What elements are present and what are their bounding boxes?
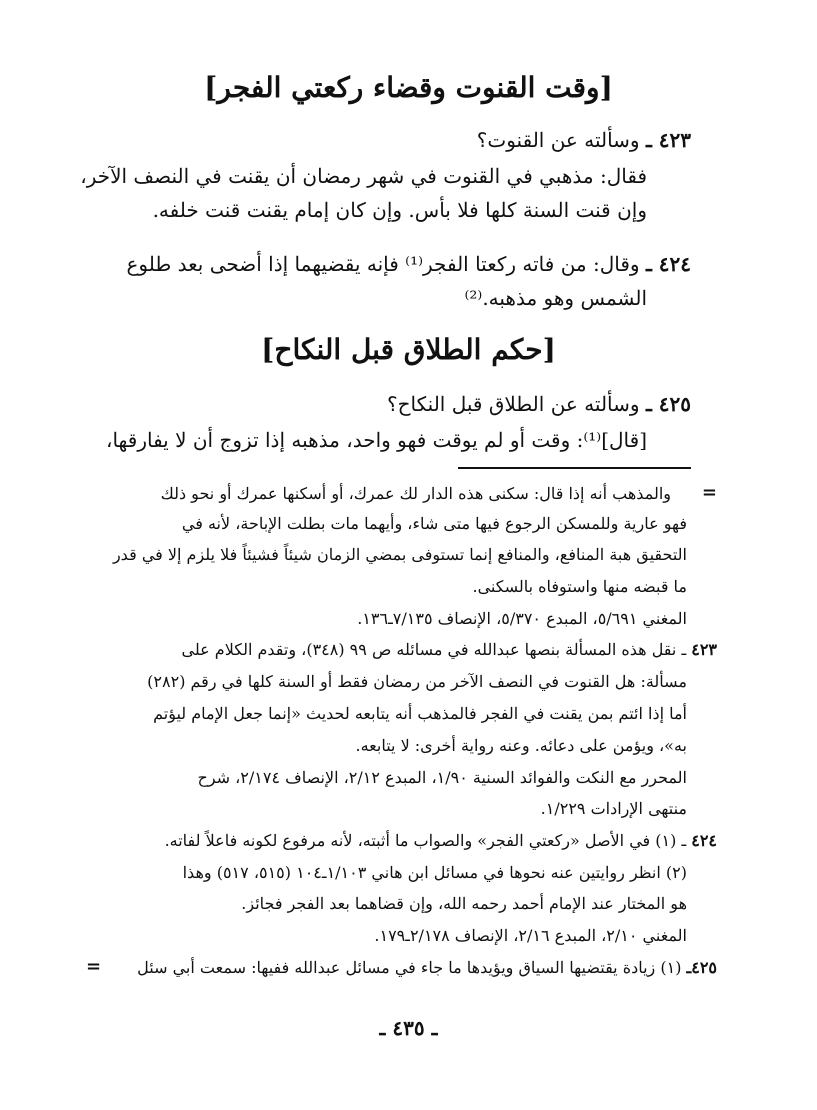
question-text: وسألته عن القنوت؟: [476, 128, 640, 152]
footnote-cont-sources: المغني ٥/٦٩١، المبدع ٥/٣٧٠، الإنصاف ٧/١٣٥ـ١٣٦.: [357, 609, 687, 628]
footnote-425-line: [104, 956, 717, 980]
footnote-423-sources-2: منتهى الإرادات ١/٢٢٩.: [540, 799, 687, 818]
footnote-423-line-1: [130, 638, 717, 662]
item-425-answer: [قال]⁽¹⁾: وقت أو لم يوقت فهو واحد، مذهبه إذا تزوج أن لا يفارقها،: [105, 428, 647, 452]
question-text: وسألته عن الطلاق قبل النكاح؟: [387, 392, 640, 416]
footnote-cont-line-2: فهو عارية وللمسكن الرجوع فيها متى شاء، وأيهما مات بطلت الإباحة، لأنه في: [181, 514, 687, 533]
footnote-separator: [458, 467, 691, 469]
footnote-cont-line-3: التحقيق هبة المنافع، والمنافع إنما تستوفى بمضي الزمان شيئاً فشيئاً فلا يلزم إلا في قدر: [112, 545, 687, 564]
item-text: وقال: من فاته ركعتا الفجر⁽¹⁾ فإنه يقضيهما إذا أضحى بعد طلوع: [126, 252, 640, 276]
footnote-cont-line-4: ما قبضه منها واستوفاه بالسكنى.: [472, 577, 687, 596]
footnote-text: ـ نقل هذه المسألة بنصها عبدالله في مسائله ص ٩٩ (٣٤٨)، وتقدم الكلام على: [181, 640, 687, 659]
footnote-text: (١) زيادة يقتضيها السياق ويؤيدها ما جاء في مسائل عبدالله ففيها: سمعت أبي سئل: [137, 958, 682, 977]
item-423-question: [126, 126, 691, 154]
footnote-cont-line-1: والمذهب أنه إذا قال: سكنى هذه الدار لك عمرك، أو أسكنها عمرك أو نحو ذلك: [160, 484, 671, 503]
continuation-mark-end: =: [86, 956, 102, 977]
item-424-line-2: الشمس وهو مذهبه.⁽²⁾: [464, 286, 647, 310]
footnote-number: ٤٢٣: [691, 640, 717, 659]
item-number: ٤٢٤ ـ: [645, 252, 691, 276]
footnote-423-line-4: به»، ويؤمن على دعائه. وعنه رواية أخرى: لا يتابعه.: [355, 736, 687, 755]
footnote-number: ٤٢٥ـ: [686, 958, 717, 977]
footnote-423-line-2: مسألة: هل القنوت في النصف الآخر من رمضان فقط أو السنة كلها في رقم (٢٨٢): [147, 672, 687, 691]
item-number: ٤٢٣ ـ: [645, 128, 691, 152]
item-423-answer-line-2: وإن قنت السنة كلها فلا بأس. وإن كان إمام يقنت قنت خلفه.: [152, 198, 647, 222]
section-heading-talaq: [حكم الطلاق قبل النكاح]: [261, 333, 556, 366]
footnote-424-line-2: (٢) انظر روايتين عنه نحوها في مسائل ابن هاني ١/١٠٣ـ١٠٤ (٥١٥، ٥١٧) وهذا: [182, 863, 687, 882]
footnote-424-line-3: هو المختار عند الإمام أحمد رحمه الله، وإن قضاهما بعد الفجر فجائز.: [241, 894, 687, 913]
footnote-424-line-1: [130, 829, 717, 853]
footnote-423-line-3: أما إذا ائتم بمن يقنت في الفجر فالمذهب أنه يتابعه لحديث «إنما جعل الإمام ليؤتم: [153, 704, 687, 723]
item-423-answer-line-1: فقال: مذهبي في القنوت في شهر رمضان أن يقنت في النصف الآخر،: [80, 164, 647, 188]
footnote-text: ـ (١) في الأصل «ركعتي الفجر» والصواب ما أثبته، لأنه مرفوع لكونه فاعلاً لفاته.: [164, 831, 687, 850]
continuation-mark: =: [701, 482, 717, 503]
footnote-423-sources-1: المحرر مع النكت والفوائد السنية ١/٩٠، المبدع ٢/١٢، الإنصاف ٢/١٧٤، شرح: [197, 768, 687, 787]
page-number: ـ ٤٣٥ ـ: [379, 1016, 438, 1040]
footnote-number: ٤٢٤: [691, 831, 717, 850]
item-425-question: [126, 390, 691, 418]
item-424-line-1: [126, 250, 691, 278]
item-number: ٤٢٥ ـ: [645, 392, 691, 416]
footnote-424-sources: المغني ٢/١٠، المبدع ٢/١٦، الإنصاف ٢/١٧٨ـ١٧٩.: [374, 926, 687, 945]
section-heading-qunut: [وقت القنوت وقضاء ركعتي الفجر]: [204, 71, 613, 104]
